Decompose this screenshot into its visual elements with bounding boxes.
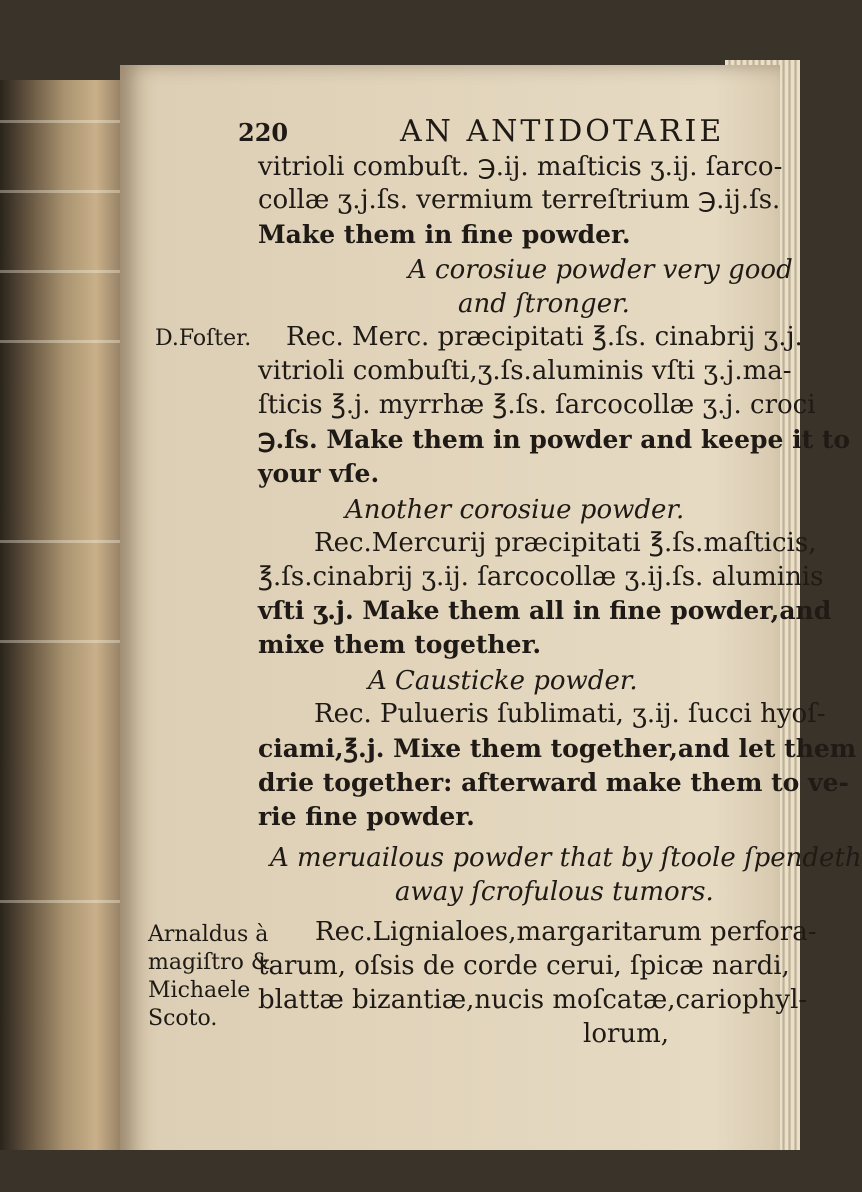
text-line: vitrioli combuſt. ℈.ij. maſticis ʒ.ij. ſarco- <box>258 152 783 182</box>
text-line: Rec. Pulueris ſublimati, ʒ.ij. ſucci hyoſ- <box>314 699 826 729</box>
text-line: lorum, <box>583 1019 670 1049</box>
text-line: Make them in fine powder. <box>258 220 631 249</box>
text-line: your vſe. <box>258 459 380 488</box>
text-line: Rec.Mercurij præcipitati ℥.ſs.maſticis, <box>314 528 817 558</box>
text-line: blattæ bizantiæ,nucis moſcatæ,cariophyl- <box>258 985 808 1015</box>
margin-note: Scoto. <box>148 1006 218 1031</box>
text-line: drie together: afterward make them to ve- <box>258 768 849 797</box>
page-number: 220 <box>238 118 289 147</box>
text-line: Rec. Merc. præcipitati ℥.ſs. cinabrij ʒ.j. <box>286 322 803 352</box>
text-line: vitrioli combuſti,ʒ.ſs.aluminis vſti ʒ.j.ma- <box>258 356 792 386</box>
section-heading: A meruailous powder that by ſtoole ſpendeth <box>270 843 862 873</box>
text-line: Rec.Lignialoes,margaritarum perfora- <box>315 917 817 947</box>
text-line: ℥.ſs.cinabrij ʒ.ij. ſarcocollæ ʒ.ij.ſs. aluminis <box>258 562 824 592</box>
text-line: rie fine powder. <box>258 802 475 831</box>
background-shadow <box>0 1150 800 1192</box>
text-line: mixe them together. <box>258 630 542 659</box>
text-line: ℈.ſs. Make them in powder and keepe it to <box>258 425 851 454</box>
text-line: ſticis ℥.j. myrrhæ ℥.ſs. ſarcocollæ ʒ.j. croci <box>258 390 816 420</box>
running-title: AN ANTIDOTARIE <box>400 114 725 149</box>
section-heading: A Causticke powder. <box>368 666 638 696</box>
margin-note: magiſtro & <box>148 950 271 975</box>
margin-note: D.Foſter. <box>155 326 252 351</box>
section-heading: A corosiue powder very good <box>408 255 793 285</box>
text-line: collæ ʒ.j.ſs. vermium terreſtrium ℈.ij.ſs. <box>258 185 781 215</box>
section-heading: Another corosiue powder. <box>345 495 685 525</box>
section-heading: away ſcrofulous tumors. <box>395 877 714 907</box>
text-line: ciami,℥.j. Mixe them together,and let them <box>258 734 857 763</box>
text-line: tarum, oſsis de corde cerui, ſpicæ nardi, <box>258 951 790 981</box>
text-line: vſti ʒ.j. Make them all in fine powder,and <box>258 596 832 625</box>
margin-note: Arnaldus à <box>148 922 269 947</box>
section-heading: and ſtronger. <box>458 289 630 319</box>
margin-note: Michaele <box>148 978 251 1003</box>
